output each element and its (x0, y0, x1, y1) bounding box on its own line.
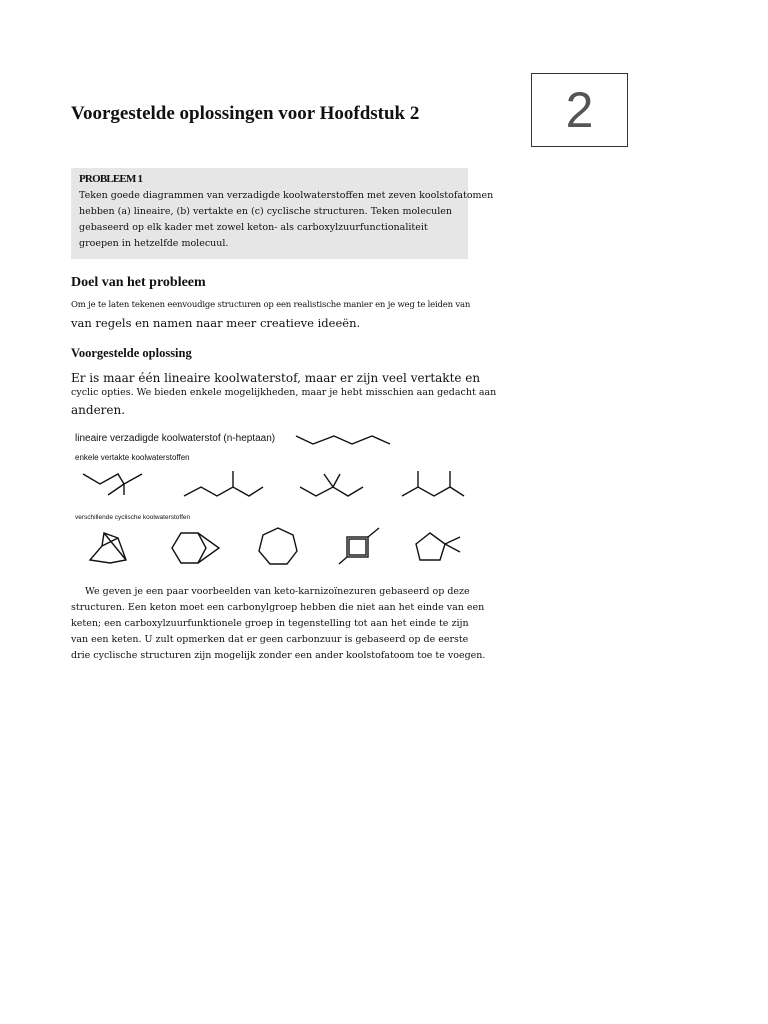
goal-heading: Doel van het probleem (71, 275, 206, 290)
cyclic-molecule-1 (90, 533, 126, 563)
problem-text-line: hebben (a) lineaire, (b) vertakte en (c) cyclische structuren. Teken moleculen (79, 206, 453, 217)
closing-text-line: drie cyclische structuren zijn mogelijk zonder een ander koolstofatoom toe te voegen. (71, 650, 486, 661)
goal-text-line: Om je te laten tekenen eenvoudige structuren op een realistische manier en je weg te leiden van (71, 300, 471, 310)
goal-text-line: van regels en namen naar meer creatieve ideeën. (71, 316, 361, 330)
problem-text-line: groepen in hetzelfde molecuul. (79, 238, 229, 249)
closing-text-line: keten; een carboxylzuurfunktionele groep in tegenstelling tot aan het einde te zijn (71, 618, 469, 629)
closing-text-line: van een keten. U zult opmerken dat er geen carbonzuur is gebaseerd op de eerste (71, 634, 469, 645)
problem-label: PROBLEEM 1 (79, 173, 143, 185)
solution-heading: Voorgestelde oplossing (71, 346, 192, 360)
page-title: Voorgestelde oplossingen voor Hoofdstuk 2 (71, 103, 420, 124)
solution-text-line: cyclic opties. We bieden enkele mogelijkheden, maar je hebt misschien aan gedacht aan (71, 387, 497, 398)
figure-label-linear: lineaire verzadigde koolwaterstof (n-heptaan) (75, 433, 276, 444)
cyclic-molecule-3 (259, 528, 297, 564)
figure-label-branched: enkele vertakte koolwaterstoffen (75, 453, 190, 462)
problem-text-line: gebaseerd op elk kader met zowel keton- als carboxylzuurfunctionaliteit (79, 222, 428, 233)
chapter-number: 2 (565, 82, 594, 138)
closing-text-line: We geven je een paar voorbeelden van keto-karnizoïnezuren gebaseerd op deze (85, 586, 470, 597)
solution-text-line: Er is maar één lineaire koolwaterstof, maar er zijn veel vertakte en (71, 371, 481, 385)
solution-text-line: anderen. (71, 403, 126, 417)
problem-text-line: Teken goede diagrammen van verzadigde koolwaterstoffen met zeven koolstofatomen (79, 190, 494, 201)
cyclic-molecule-2 (172, 533, 219, 563)
figure-label-cyclic: verschillende cyclische koolwaterstoffen (75, 514, 191, 521)
cyclic-molecule-5 (416, 533, 460, 560)
closing-text-line: structuren. Een keton moet een carbonylgroep hebben die niet aan het einde van een (71, 602, 485, 613)
cyclic-molecule-4 (339, 528, 379, 564)
